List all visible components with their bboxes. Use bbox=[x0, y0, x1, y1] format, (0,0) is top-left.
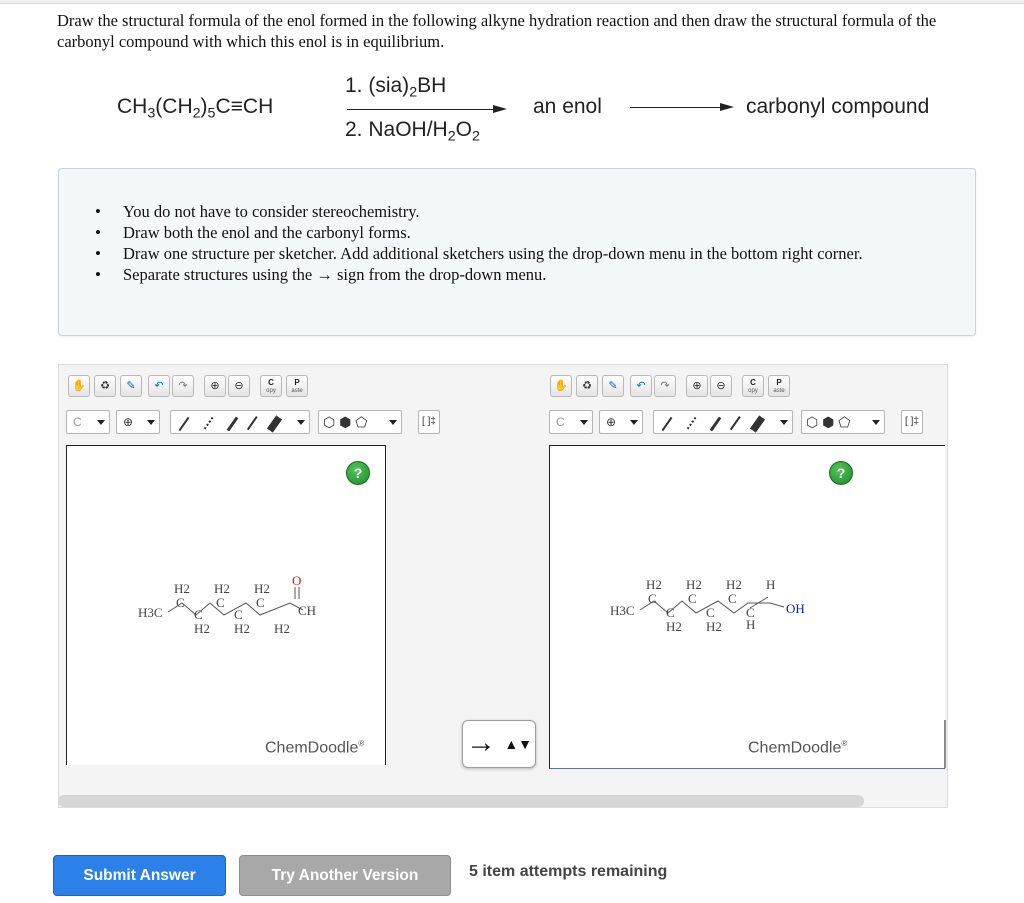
bond-select[interactable] bbox=[170, 410, 310, 434]
double-bond-icon bbox=[247, 416, 260, 432]
charge-select[interactable]: ⊕ bbox=[599, 410, 643, 434]
ring-select[interactable] bbox=[318, 410, 402, 434]
atom-label: H2 bbox=[214, 581, 230, 596]
wedge-bond-icon bbox=[227, 417, 239, 432]
hand-icon[interactable]: ✋ bbox=[550, 375, 572, 397]
instruction-item: • Draw both the enol and the carbonyl forms. bbox=[95, 222, 925, 243]
instruction-item: • Separate structures using the → sign from the drop-down menu. bbox=[95, 264, 925, 285]
atom-label-hydroxyl: OH bbox=[786, 601, 805, 616]
eraser-icon[interactable]: ✎ bbox=[120, 375, 142, 397]
bond-select[interactable] bbox=[653, 410, 793, 434]
atom-label: C bbox=[216, 595, 225, 610]
horizontal-scrollbar[interactable] bbox=[58, 795, 864, 807]
atom-label: H3C bbox=[610, 603, 635, 618]
right-arrow-icon: → bbox=[465, 726, 496, 759]
atom-label: H2 bbox=[686, 577, 702, 592]
right-chemdoodle-brand: ChemDoodle® bbox=[748, 739, 848, 757]
undo-icon[interactable]: ↶ bbox=[148, 375, 170, 397]
benzene-icon: ⬢ bbox=[339, 414, 352, 430]
instruction-item: • Draw one structure per sketcher. Add additional sketchers using the drop-down menu in the bottom right corner. bbox=[95, 243, 925, 264]
atom-label: H2 bbox=[254, 581, 270, 596]
atom-label: C bbox=[194, 607, 203, 622]
zoom-in-icon[interactable]: ⊕ bbox=[204, 375, 226, 397]
hand-icon[interactable]: ✋ bbox=[68, 375, 90, 397]
atom-label: C bbox=[688, 591, 697, 606]
atom-label: C bbox=[666, 605, 675, 620]
right-molecule-enol bbox=[610, 575, 820, 640]
reaction-scheme bbox=[0, 70, 1024, 150]
atom-label: H2 bbox=[726, 577, 742, 592]
reagent-step-2: 2. NaOH/$H_2O_2$ bbox=[345, 118, 480, 145]
left-toolbar-bottom bbox=[66, 410, 446, 436]
benzene-icon: ⬢ bbox=[822, 414, 835, 430]
canvas-resize-edge[interactable] bbox=[944, 720, 946, 768]
clear-icon[interactable]: ♻ bbox=[576, 375, 598, 397]
instructions-box bbox=[58, 168, 976, 336]
dashed-bond-icon bbox=[686, 417, 697, 431]
instruction-item: • You do not have to consider stereochemistry. bbox=[95, 201, 925, 222]
atom-label: C bbox=[728, 591, 737, 606]
atom-label: C bbox=[706, 605, 715, 620]
right-help-button[interactable]: ? bbox=[829, 461, 853, 485]
double-bond-icon bbox=[730, 416, 743, 432]
wedge-bond-icon bbox=[710, 417, 722, 432]
top-border bbox=[0, 0, 1024, 4]
reaction-arrow-1 bbox=[347, 109, 495, 110]
atom-label: H3C bbox=[138, 605, 163, 620]
triple-bond-icon bbox=[267, 415, 282, 432]
cyclohexane-icon: ⬡ bbox=[323, 414, 336, 430]
dashed-bond-icon bbox=[203, 417, 214, 431]
atom-label: C bbox=[176, 595, 185, 610]
reagent-step-1: 1. $(sia)_2BH$ bbox=[345, 74, 447, 101]
atom-label: H2 bbox=[706, 619, 722, 634]
updown-caret-icon: ▲▼ bbox=[504, 735, 533, 752]
reaction-arrow-1-head bbox=[493, 105, 507, 113]
atom-select[interactable]: C bbox=[66, 410, 110, 434]
left-help-button[interactable]: ? bbox=[346, 461, 370, 485]
atom-label: H2 bbox=[174, 581, 190, 596]
copy-button[interactable]: C opy bbox=[260, 375, 282, 397]
paste-button[interactable]: P aste bbox=[768, 375, 790, 397]
charge-select[interactable]: ⊕ bbox=[116, 410, 160, 434]
atom-label: C bbox=[234, 607, 243, 622]
right-toolbar-bottom bbox=[549, 410, 929, 436]
zoom-out-icon[interactable]: ⊖ bbox=[710, 375, 732, 397]
atom-label: H bbox=[766, 577, 776, 592]
left-molecule-heptanal bbox=[138, 575, 338, 640]
atom-select[interactable]: C bbox=[549, 410, 593, 434]
add-sketcher-arrow-button[interactable] bbox=[462, 720, 536, 768]
reaction-arrow-2 bbox=[630, 107, 722, 108]
cyclohexane-icon: ⬡ bbox=[806, 414, 819, 430]
bracket-tool[interactable]: [ ]‡ bbox=[418, 410, 440, 434]
try-another-version-button[interactable]: Try Another Version bbox=[239, 855, 451, 896]
atom-label: C bbox=[256, 595, 265, 610]
atom-label: CH bbox=[298, 603, 317, 618]
submit-answer-button[interactable]: Submit Answer bbox=[53, 855, 226, 896]
zoom-in-icon[interactable]: ⊕ bbox=[686, 375, 708, 397]
atom-label: C bbox=[746, 605, 755, 620]
single-bond-icon bbox=[662, 417, 673, 431]
copy-button[interactable]: C opy bbox=[742, 375, 764, 397]
ring-select[interactable] bbox=[801, 410, 885, 434]
atom-label: H2 bbox=[646, 577, 662, 592]
product-label: carbonyl compound bbox=[746, 95, 930, 118]
reactant-formula: $CH_3(CH_2)_5C\equiv CH$ bbox=[117, 95, 274, 122]
reaction-arrow-2-head bbox=[720, 103, 734, 111]
attempts-remaining: 5 item attempts remaining bbox=[469, 863, 668, 880]
cyclopentane-icon: ⬠ bbox=[838, 414, 851, 430]
undo-icon[interactable]: ↶ bbox=[630, 375, 652, 397]
intermediate-label: an enol bbox=[533, 95, 602, 118]
atom-label: C bbox=[648, 591, 657, 606]
left-toolbar-top bbox=[68, 375, 308, 401]
left-chemdoodle-brand: ChemDoodle® bbox=[265, 739, 365, 757]
atom-label-oxygen: O bbox=[292, 573, 302, 588]
cyclopentane-icon: ⬠ bbox=[355, 414, 368, 430]
atom-label: H2 bbox=[274, 621, 290, 636]
zoom-out-icon[interactable]: ⊖ bbox=[228, 375, 250, 397]
instructions-list bbox=[95, 201, 925, 285]
eraser-icon[interactable]: ✎ bbox=[602, 375, 624, 397]
atom-label: H2 bbox=[666, 619, 682, 634]
atom-label: H2 bbox=[194, 621, 210, 636]
paste-button[interactable]: P aste bbox=[286, 375, 308, 397]
redo-icon[interactable]: ↷ bbox=[172, 375, 194, 397]
redo-icon[interactable]: ↷ bbox=[654, 375, 676, 397]
single-bond-icon bbox=[179, 417, 190, 431]
atom-label: H2 bbox=[234, 621, 250, 636]
right-toolbar-top bbox=[550, 375, 790, 401]
atom-label: H bbox=[746, 617, 756, 632]
triple-bond-icon bbox=[750, 415, 765, 432]
clear-icon[interactable]: ♻ bbox=[94, 375, 116, 397]
question-text: Draw the structural formula of the enol formed in the following alkyne hydration reaction and then draw the structural formula of the carbonyl compound with which this enol is in equilibrium. bbox=[57, 11, 937, 51]
bracket-tool[interactable]: [ ]‡ bbox=[901, 410, 923, 434]
